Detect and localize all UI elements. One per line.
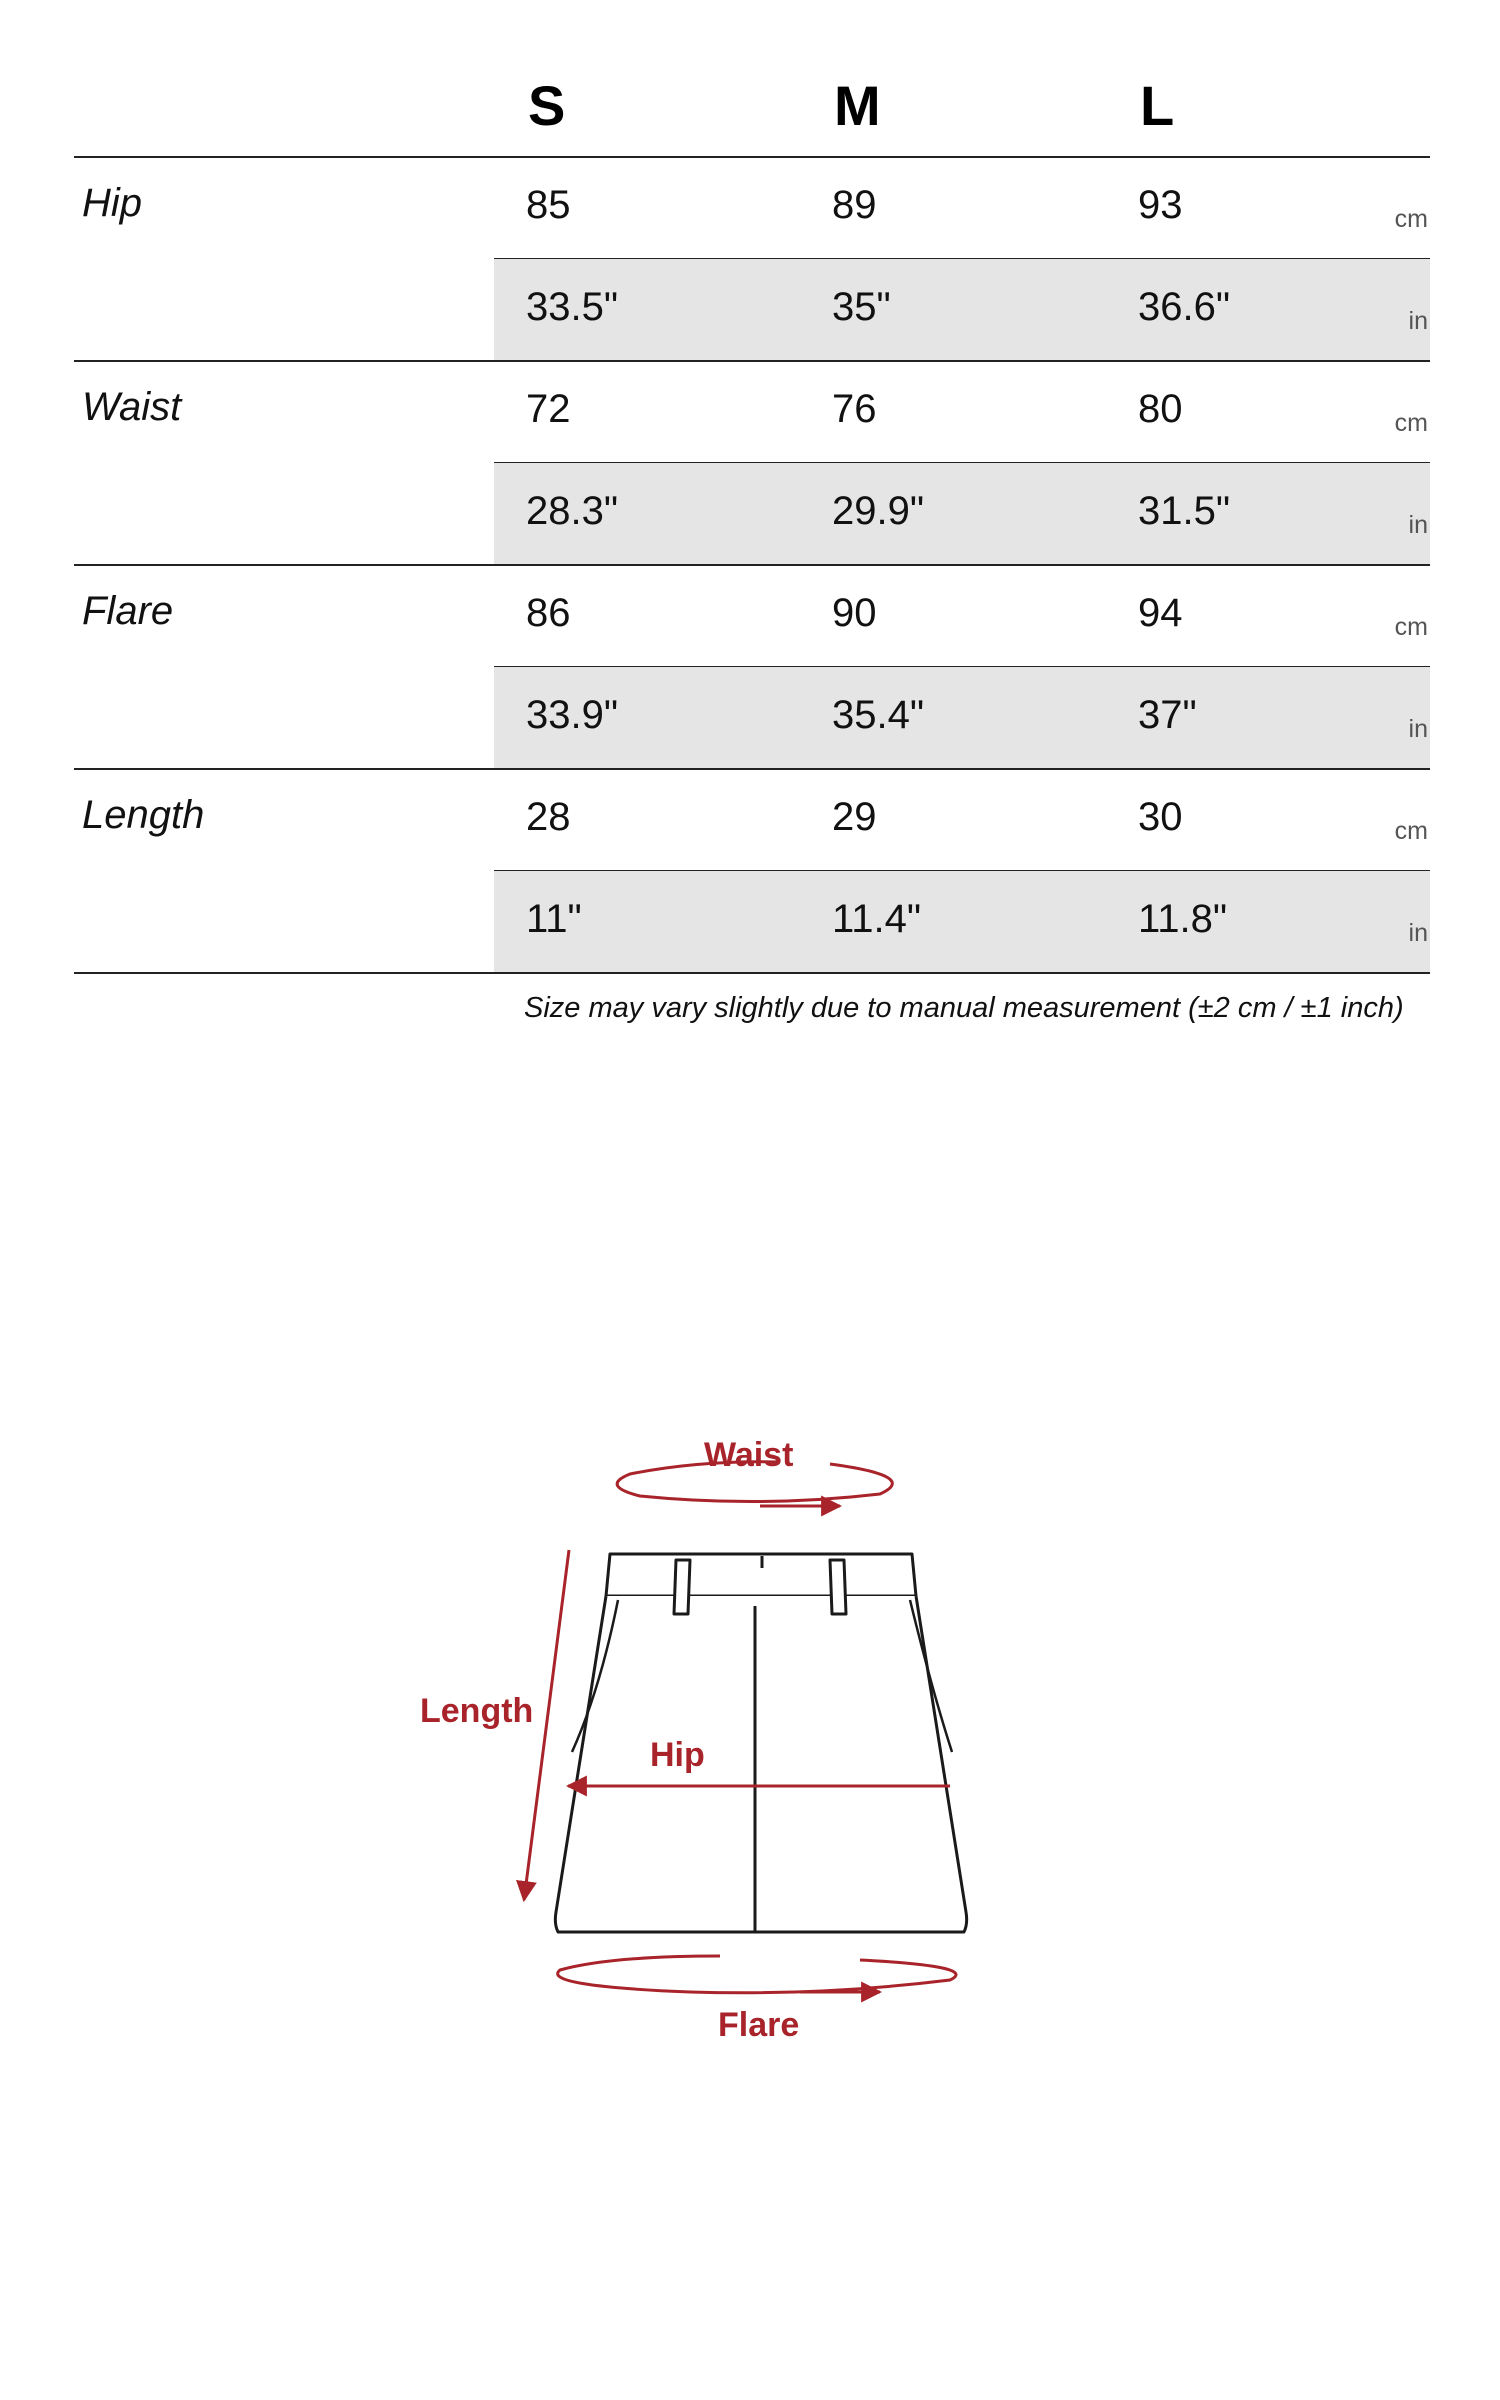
row-label-hip: Hip [82,181,143,225]
unit-cm-label: cm [1394,205,1428,233]
cell-waist-s-in: 28.3" [526,489,619,533]
cell-hip-s-cm: 85 [526,183,571,227]
cell-length-m-in: 11.4" [832,897,922,941]
table-row-flare-in [0,667,1500,769]
diagram-label-flare: Flare [718,2006,800,2044]
row-shade [494,259,1430,361]
cell-waist-m-in: 29.9" [832,489,925,533]
table-row-waist-in [0,463,1500,565]
table-bottom-border [74,972,1430,974]
cell-waist-l-in: 31.5" [1138,489,1231,533]
flare-arrow [558,1956,956,1993]
cell-length-s-cm: 28 [526,795,571,839]
size-chart [0,0,1500,1100]
cell-flare-l-cm: 94 [1138,591,1183,635]
table-row-length-cm [0,769,1500,871]
cell-length-l-cm: 30 [1138,795,1183,839]
unit-cm-label: cm [1394,409,1428,437]
cell-length-m-cm: 29 [832,795,877,839]
cell-length-s-in: 11" [526,897,582,941]
cell-waist-m-cm: 76 [832,387,877,431]
cell-flare-s-cm: 86 [526,591,571,635]
cell-flare-s-in: 33.9" [526,693,619,737]
table-row-hip-cm [0,157,1500,259]
table-row-length-in [0,871,1500,973]
row-shade [494,667,1430,769]
cell-flare-m-cm: 90 [832,591,877,635]
unit-cm-label: cm [1394,613,1428,641]
unit-in-label: in [1408,511,1428,539]
cell-hip-m-cm: 89 [832,183,877,227]
size-header-l: L [1140,74,1175,137]
table-row-waist-cm [0,361,1500,463]
skirt-measurement-diagram [0,1400,1500,2060]
cell-hip-l-cm: 93 [1138,183,1183,227]
cell-hip-l-in: 36.6" [1138,285,1231,329]
cell-hip-s-in: 33.5" [526,285,619,329]
cell-waist-s-cm: 72 [526,387,571,431]
skirt-outline-icon [0,1400,1500,2060]
diagram-label-hip: Hip [650,1736,705,1774]
cell-length-l-in: 11.8" [1138,897,1228,941]
size-header-m: M [834,74,881,137]
cell-waist-l-cm: 80 [1138,387,1183,431]
row-label-flare: Flare [82,589,174,633]
cell-hip-m-in: 35" [832,285,891,329]
unit-in-label: in [1408,919,1428,947]
unit-in-label: in [1408,307,1428,335]
row-label-waist: Waist [82,385,182,429]
row-shade [494,463,1430,565]
unit-in-label: in [1408,715,1428,743]
measurement-note: Size may vary slightly due to manual measurement (±2 cm / ±1 inch) [524,992,1404,1024]
cell-flare-m-in: 35.4" [832,693,925,737]
size-header-s: S [528,74,566,137]
cell-flare-l-in: 37" [1138,693,1197,737]
unit-cm-label: cm [1394,817,1428,845]
diagram-label-waist: Waist [704,1436,794,1474]
row-shade [494,871,1430,973]
diagram-label-length: Length [420,1692,534,1730]
table-row-hip-in [0,259,1500,361]
skirt-body [555,1554,966,1932]
table-row-flare-cm [0,565,1500,667]
row-label-length: Length [82,793,205,837]
